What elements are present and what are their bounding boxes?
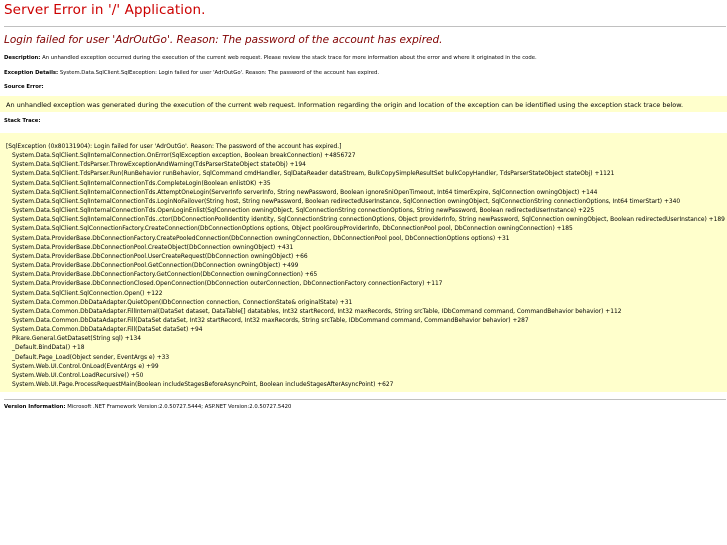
version-information	[4, 404, 291, 410]
stack-trace-line: [SqlException (0x80131904): Login failed for user 'AdrOutGo'. Reason: The password of the account has expired.]	[6, 144, 342, 150]
version-information-label: Version Information:	[4, 404, 66, 410]
stack-trace-line: System.Web.UI.Control.LoadRecursive() +50	[12, 372, 144, 379]
stack-trace-line: Pikare.General.GetDataset(String sql) +134	[12, 336, 141, 343]
header-divider	[4, 26, 726, 27]
description-text: An unhandled exception occurred during the execution of the current web request. Please review the stack trace for more information about the error and where it originated in the code.	[40, 55, 537, 61]
stack-trace	[6, 143, 725, 390]
page-title: Server Error in '/' Application.	[4, 2, 206, 18]
stack-trace-line: System.Data.Common.DbDataAdapter.QuietOpen(IDbConnection connection, ConnectionState& originalState) +31	[12, 299, 353, 306]
stack-trace-line: System.Data.Common.DbDataAdapter.Fill(DataSet dataSet) +94	[12, 327, 203, 334]
stack-trace-line: System.Data.SqlClient.SqlInternalConnectionTds.AttemptOneLogin(ServerInfo serverInfo, String newPassword, Boolean ignoreSniOpenTimeout, Int64 timerExpire, SqlConnection owningObject) +144	[12, 189, 598, 196]
error-message-heading: Login failed for user 'AdrOutGo'. Reason: The password of the account has expired.	[4, 34, 443, 46]
stack-trace-line: System.Data.Common.DbDataAdapter.FillInternal(DataSet dataset, DataTable[] datatables, Int32 startRecord, Int32 maxRecords, String srcTable, IDbCommand command, CommandBehavior behavior) +112	[12, 308, 622, 315]
stack-trace-line: System.Data.ProviderBase.DbConnectionClosed.OpenConnection(DbConnection outerConnection, DbConnectionFactory connectionFactory) +117	[12, 281, 443, 288]
description-section	[4, 55, 537, 61]
stack-trace-line: System.Data.SqlClient.TdsParser.Run(RunBehavior runBehavior, SqlCommand cmdHandler, SqlDataReader dataStream, BulkCopySimpleResultSet bulkCopyHandler, TdsParserStateObject stateObj) +1121	[12, 171, 615, 178]
stack-trace-line: System.Data.ProviderBase.DbConnectionFactory.GetConnection(DbConnection owningConnection) +65	[12, 272, 318, 279]
stack-trace-line: System.Data.SqlClient.SqlConnection.Open() +122	[12, 290, 163, 297]
stack-trace-line: System.Data.SqlClient.SqlInternalConnectionTds.CompleteLogin(Boolean enlistOK) +35	[12, 180, 271, 187]
source-error-section	[4, 84, 44, 90]
stack-trace-line: System.Data.SqlClient.SqlInternalConnection.OnError(SqlException exception, Boolean breakConnection) +4856727	[12, 153, 356, 160]
stack-trace-line: System.Data.SqlClient.SqlConnectionFactory.CreateConnection(DbConnectionOptions options, Object poolGroupProviderInfo, DbConnectionPool pool, DbConnection owningConnection) +185	[12, 226, 573, 233]
stack-trace-label: Stack Trace:	[4, 118, 41, 124]
stack-trace-line: System.Data.SqlClient.SqlInternalConnectionTds.LoginNoFailover(String host, String newPassword, Boolean redirectedUserInstance, SqlConnection owningObject, SqlConnectionString connectionOptions, Int64 timerStart) +340	[12, 198, 681, 205]
stack-trace-line: System.Web.UI.Page.ProcessRequestMain(Boolean includeStagesBeforeAsyncPoint, Boolean includeStagesAfterAsyncPoint) +627	[12, 382, 394, 389]
stack-trace-line: System.Data.ProviderBase.DbConnectionPool.UserCreateRequest(DbConnection owningObject) +66	[12, 253, 308, 260]
version-information-text: Microsoft .NET Framework Version:2.0.50727.5444; ASP.NET Version:2.0.50727.5420	[65, 404, 292, 410]
exception-details-label: Exception Details:	[4, 70, 59, 76]
description-label: Description:	[4, 55, 41, 61]
source-error-text: An unhandled exception was generated during the execution of the current web request. Information regarding the origin and location of the exception can be identified using the exception stack trace below.	[6, 101, 684, 109]
exception-details-text: System.Data.SqlClient.SqlException: Login failed for user 'AdrOutGo'. Reason: The password of the account has expired.	[58, 70, 380, 76]
stack-trace-line: System.Data.ProviderBase.DbConnectionPool.GetConnection(DbConnection owningObject) +499	[12, 263, 299, 270]
stack-trace-section	[4, 118, 41, 124]
stack-trace-line: _Default.BindData() +18	[12, 345, 85, 352]
stack-trace-line: System.Data.SqlClient.TdsParser.ThrowExceptionAndWarning(TdsParserStateObject stateObj) +194	[12, 162, 306, 169]
stack-trace-line: _Default.Page_Load(Object sender, EventArgs e) +33	[12, 354, 170, 361]
stack-trace-line: System.Data.ProviderBase.DbConnectionFactory.CreatePooledConnection(DbConnection owningConnection, DbConnectionPool pool, DbConnectionOptions options) +31	[12, 235, 510, 242]
source-error-label: Source Error:	[4, 84, 44, 90]
stack-trace-line: System.Data.Common.DbDataAdapter.Fill(DataSet dataSet, Int32 startRecord, Int32 maxRecords, String srcTable, IDbCommand command, CommandBehavior behavior) +287	[12, 317, 529, 324]
stack-trace-line: System.Web.UI.Control.OnLoad(EventArgs e) +99	[12, 363, 159, 370]
stack-trace-line: System.Data.SqlClient.SqlInternalConnectionTds.OpenLoginEnlist(SqlConnection owningObject, SqlConnectionString connectionOptions, String newPassword, Boolean redirectedUserInstance) +225	[12, 208, 595, 215]
stack-trace-line: System.Data.ProviderBase.DbConnectionPool.CreateObject(DbConnection owningObject) +431	[12, 244, 294, 251]
footer-divider	[4, 399, 726, 400]
stack-trace-line: System.Data.SqlClient.SqlInternalConnectionTds..ctor(DbConnectionPoolIdentity identity, SqlConnectionString connectionOptions, Object providerInfo, String newPassword, SqlConnection owningObject, Boolean redirectedUserInstance) +189	[12, 217, 725, 224]
exception-details-section	[4, 70, 379, 76]
